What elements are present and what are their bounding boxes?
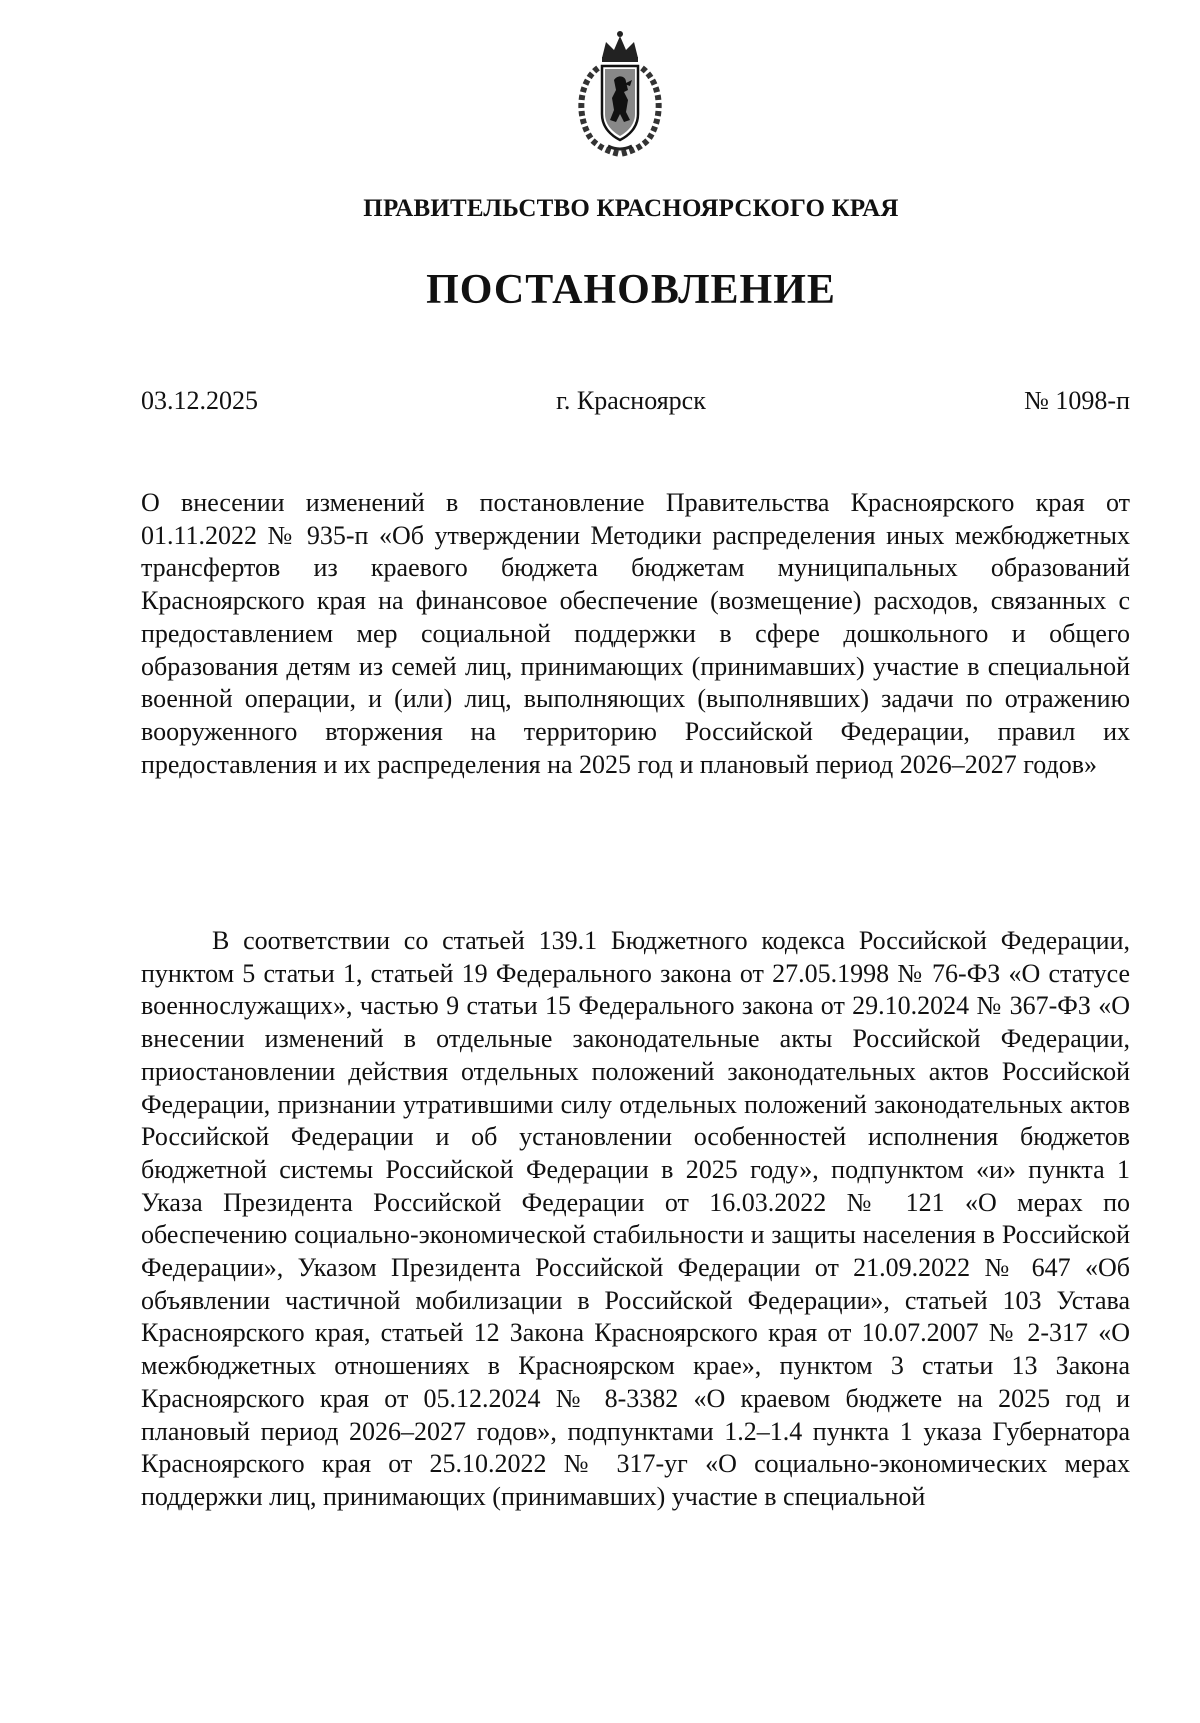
organization-name: ПРАВИТЕЛЬСТВО КРАСНОЯРСКОГО КРАЯ: [363, 195, 899, 222]
document-type: ПОСТАНОВЛЕНИЕ: [426, 267, 836, 313]
document-number: № 1098-п: [1024, 386, 1130, 415]
coat-of-arms-icon: [570, 28, 670, 158]
document-body-paragraph: В соответствии со статьей 139.1 Бюджетного кодекса Российской Федерации, пунктом 5 статьи 1, статьей 19 Федерального закона от 27.05.1998 № 76-ФЗ «О статусе военнослужащих», частью 9 статьи 15 Федерального закона от 29.10.2024 № 367-ФЗ «О внесении изменений в отдельные законодательные акты Российской Федерации, приостановлении действия отдельных положений законодательных актов Российской Федерации, признании утратившими силу отдельных положений законодательных актов Российской Федерации и об установлении особенностей исполнения бюджетов бюджетной системы Российской Федерации в 2025 году», подпунктом «и» пункта 1 Указа Президента Российской Федерации от 16.03.2022 № 121 «О мерах по обеспечению социально-экономической стабильности и защиты населения в Российской Федерации», Указом Президента Российской Федерации от 21.09.2022 № 647 «Об объявлении частичной мобилизации в Российской Федерации», статьей 103 Устава Красноярского края, статьей 12 Закона Красноярского края от 10.07.2007 № 2-317 «О межбюджетных отношениях в Красноярском крае», пунктом 3 статьи 13 Закона Красноярского края от 05.12.2024 № 8-3382 «О краевом бюджете на 2025 год и плановый период 2026–2027 годов», подпунктами 1.2–1.4 пункта 1 указа Губернатора Красноярского края от 25.10.2022 № 317-уг «О социально-экономических мерах поддержки лиц, принимающих (принимавших) участие в специальной: [141, 926, 1130, 1511]
document-title: О внесении изменений в постановление Правительства Красноярского края от 01.11.2022 № 935-п «Об утверждении Методики распределения иных межбюджетных трансфертов из краевого бюджета бюджетам муниципальных образований Красноярского края на финансовое обеспечение (возмещение) расходов, связанных с предоставлением мер социальной поддержки в сфере дошкольного и общего образования детям из семей лиц, принимающих (принимавших) участие в специальной военной операции, и (или) лиц, выполняющих (выполнявших) задачи по отражению вооруженного вторжения на территорию Российской Федерации, правил их предоставления и их распределения на 2025 год и плановый период 2026–2027 годов»: [141, 488, 1130, 779]
document-city: г. Красноярск: [556, 386, 706, 415]
document-date: 03.12.2025: [141, 386, 258, 415]
